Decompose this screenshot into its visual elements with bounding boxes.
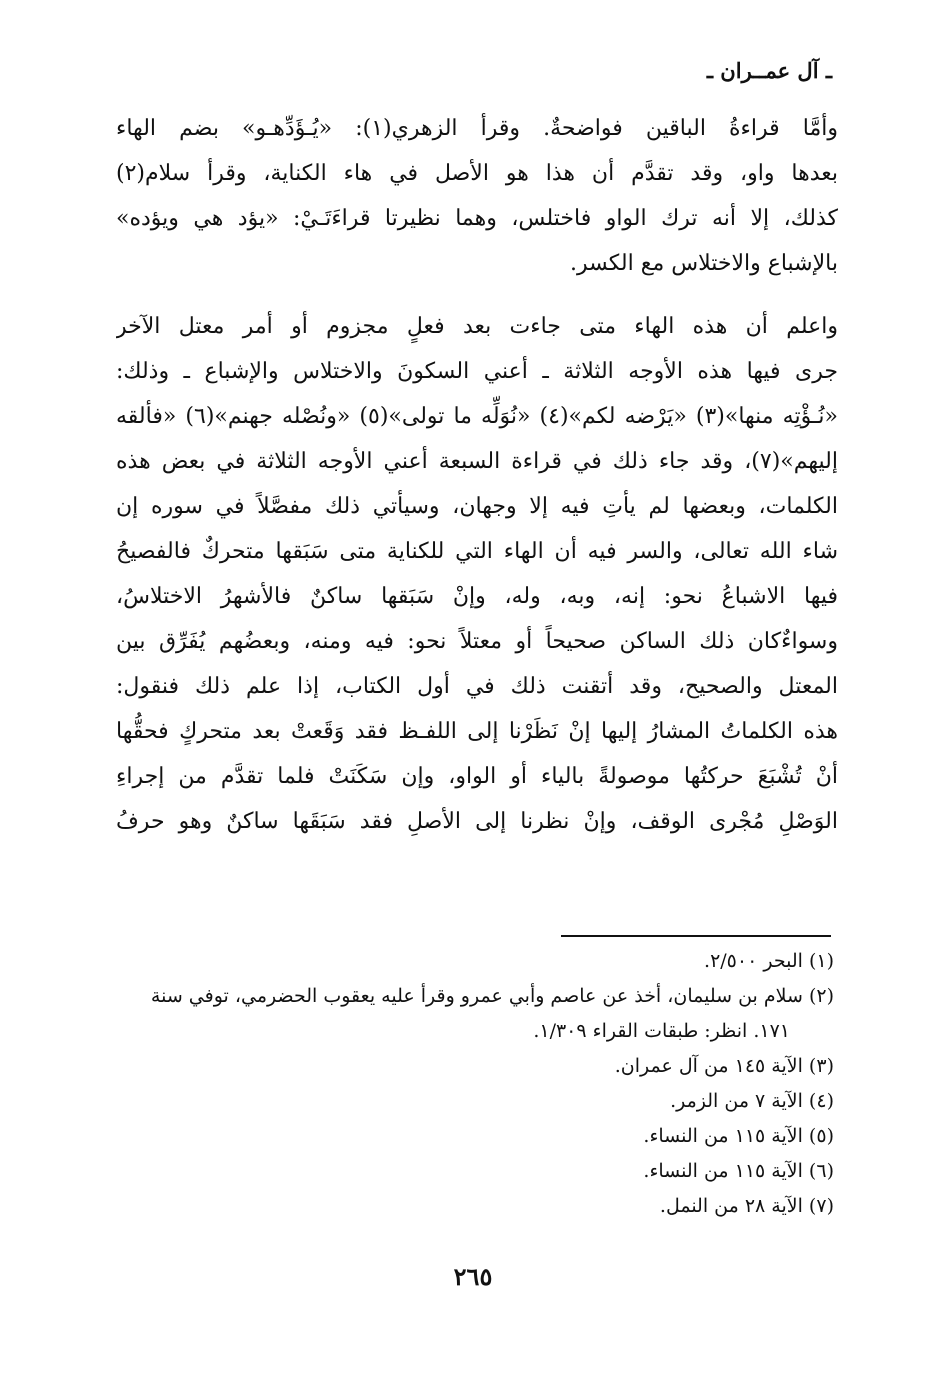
text-line: فيها الاشباعُ نحو: إنه، وبه، وله، وإنْ سَبَقها ساكنٌ فالأشهرُ الاختلاسُ، bbox=[116, 584, 838, 609]
text-line: المعتل والصحيح، وقد أتقنت ذلك في أول الكتاب، إذا علم ذلك فنقول: bbox=[116, 674, 838, 699]
paragraph-spacer bbox=[116, 286, 838, 304]
text-line: وسواءٌكان ذلك الساكن صحيحاً أو معتلاً نحو: فيه ومنه، وبعضُهم يُفَرِّق بين bbox=[116, 629, 838, 654]
text-line: بالإشباع والاختلاس مع الكسر. bbox=[570, 251, 838, 276]
text-line: واعلم أن هذه الهاء متى جاءت بعد فعلٍ مجزوم أو أمر معتل الآخر bbox=[116, 314, 838, 339]
footnotes bbox=[116, 944, 834, 1224]
text-line: بعدها واو، وقد تقدَّم أن هذا هو الأصل في هاء الكناية، وقرأ سلام(٢) bbox=[116, 161, 838, 186]
running-header: ـ آل عمــران ـ bbox=[706, 58, 832, 83]
paragraph bbox=[116, 304, 838, 844]
footnote: (١) البحر ٢/٥٠٠. bbox=[704, 950, 834, 972]
text-line: إليهم»(٧)، وقد جاء ذلك في قراءة السبعة أعني الأوجه الثلاثة في بعض هذه bbox=[116, 449, 838, 474]
footnote: (٢) سلام بن سليمان، أخذ عن عاصم وأبي عمرو وقرأ عليه يعقوب الحضرمي، توفي سنة bbox=[150, 985, 834, 1007]
footnote: (٧) الآية ٢٨ من النمل. bbox=[659, 1195, 834, 1217]
footnote: (٥) الآية ١١٥ من النساء. bbox=[643, 1125, 834, 1147]
footnote: (٣) الآية ١٤٥ من آل عمران. bbox=[614, 1055, 834, 1077]
footnote: (٦) الآية ١١٥ من النساء. bbox=[643, 1160, 834, 1182]
footnote-divider bbox=[561, 935, 831, 937]
paragraph bbox=[116, 106, 838, 286]
footnote-continuation: ١٧١. انظر: طبقات القراء ١/٣٠٩. bbox=[533, 1020, 790, 1042]
text-line: كذلك، إلا أنه ترك الواو فاختلس، وهما نظيرتا قراءَتَـيْ: «يؤد هي ويؤده» bbox=[116, 206, 838, 231]
text-line: وأمَّا قراءةُ الباقين فواضحةٌ. وقرأ الزهري(١): «يُـؤَدِّهـو» بضم الهاء bbox=[116, 116, 838, 141]
main-text bbox=[116, 106, 838, 844]
page-number: ٢٦٥ bbox=[453, 1262, 493, 1291]
text-line: هذه الكلماتُ المشارُ إليها إنْ نَظَرْنا إلى اللفـظ فقد وَقَعتْ بعد متحركٍ فحقُّها bbox=[116, 719, 838, 744]
text-line: الكلمات، وبعضها لم يأتِ فيه إلا وجهان، وسيأتي ذلك مفصَّلاً في سوره إن bbox=[116, 494, 838, 519]
text-line: أنْ تُشْبَعَ حركتُها موصولةً بالياء أو الواو، وإن سَكَنَتْ فلما تقدَّم من إجراءِ bbox=[116, 764, 838, 789]
text-line: جرى فيها هذه الأوجه الثلاثة ـ أعني السكونَ والاختلاس والإشباع ـ وذلك: bbox=[116, 359, 838, 384]
text-line: الوَصْلِ مُجْرى الوقف، وإنْ نظرنا إلى الأصلِ فقد سَبَقَها ساكنٌ وهو حرفُ bbox=[116, 809, 838, 834]
text-line: «نُـؤْتِه منها»(٣) «يَرْضه لكم»(٤) «نُوَلِّه ما تولى»(٥) «ونُصْله جهنم»(٦) «فألقه bbox=[116, 404, 838, 429]
text-line: شاء الله تعالى، والسر فيه أن الهاء التي للكناية متى سَبَقها متحركٌ فالفصيحُ bbox=[116, 539, 838, 564]
footnote: (٤) الآية ٧ من الزمر. bbox=[670, 1090, 834, 1112]
